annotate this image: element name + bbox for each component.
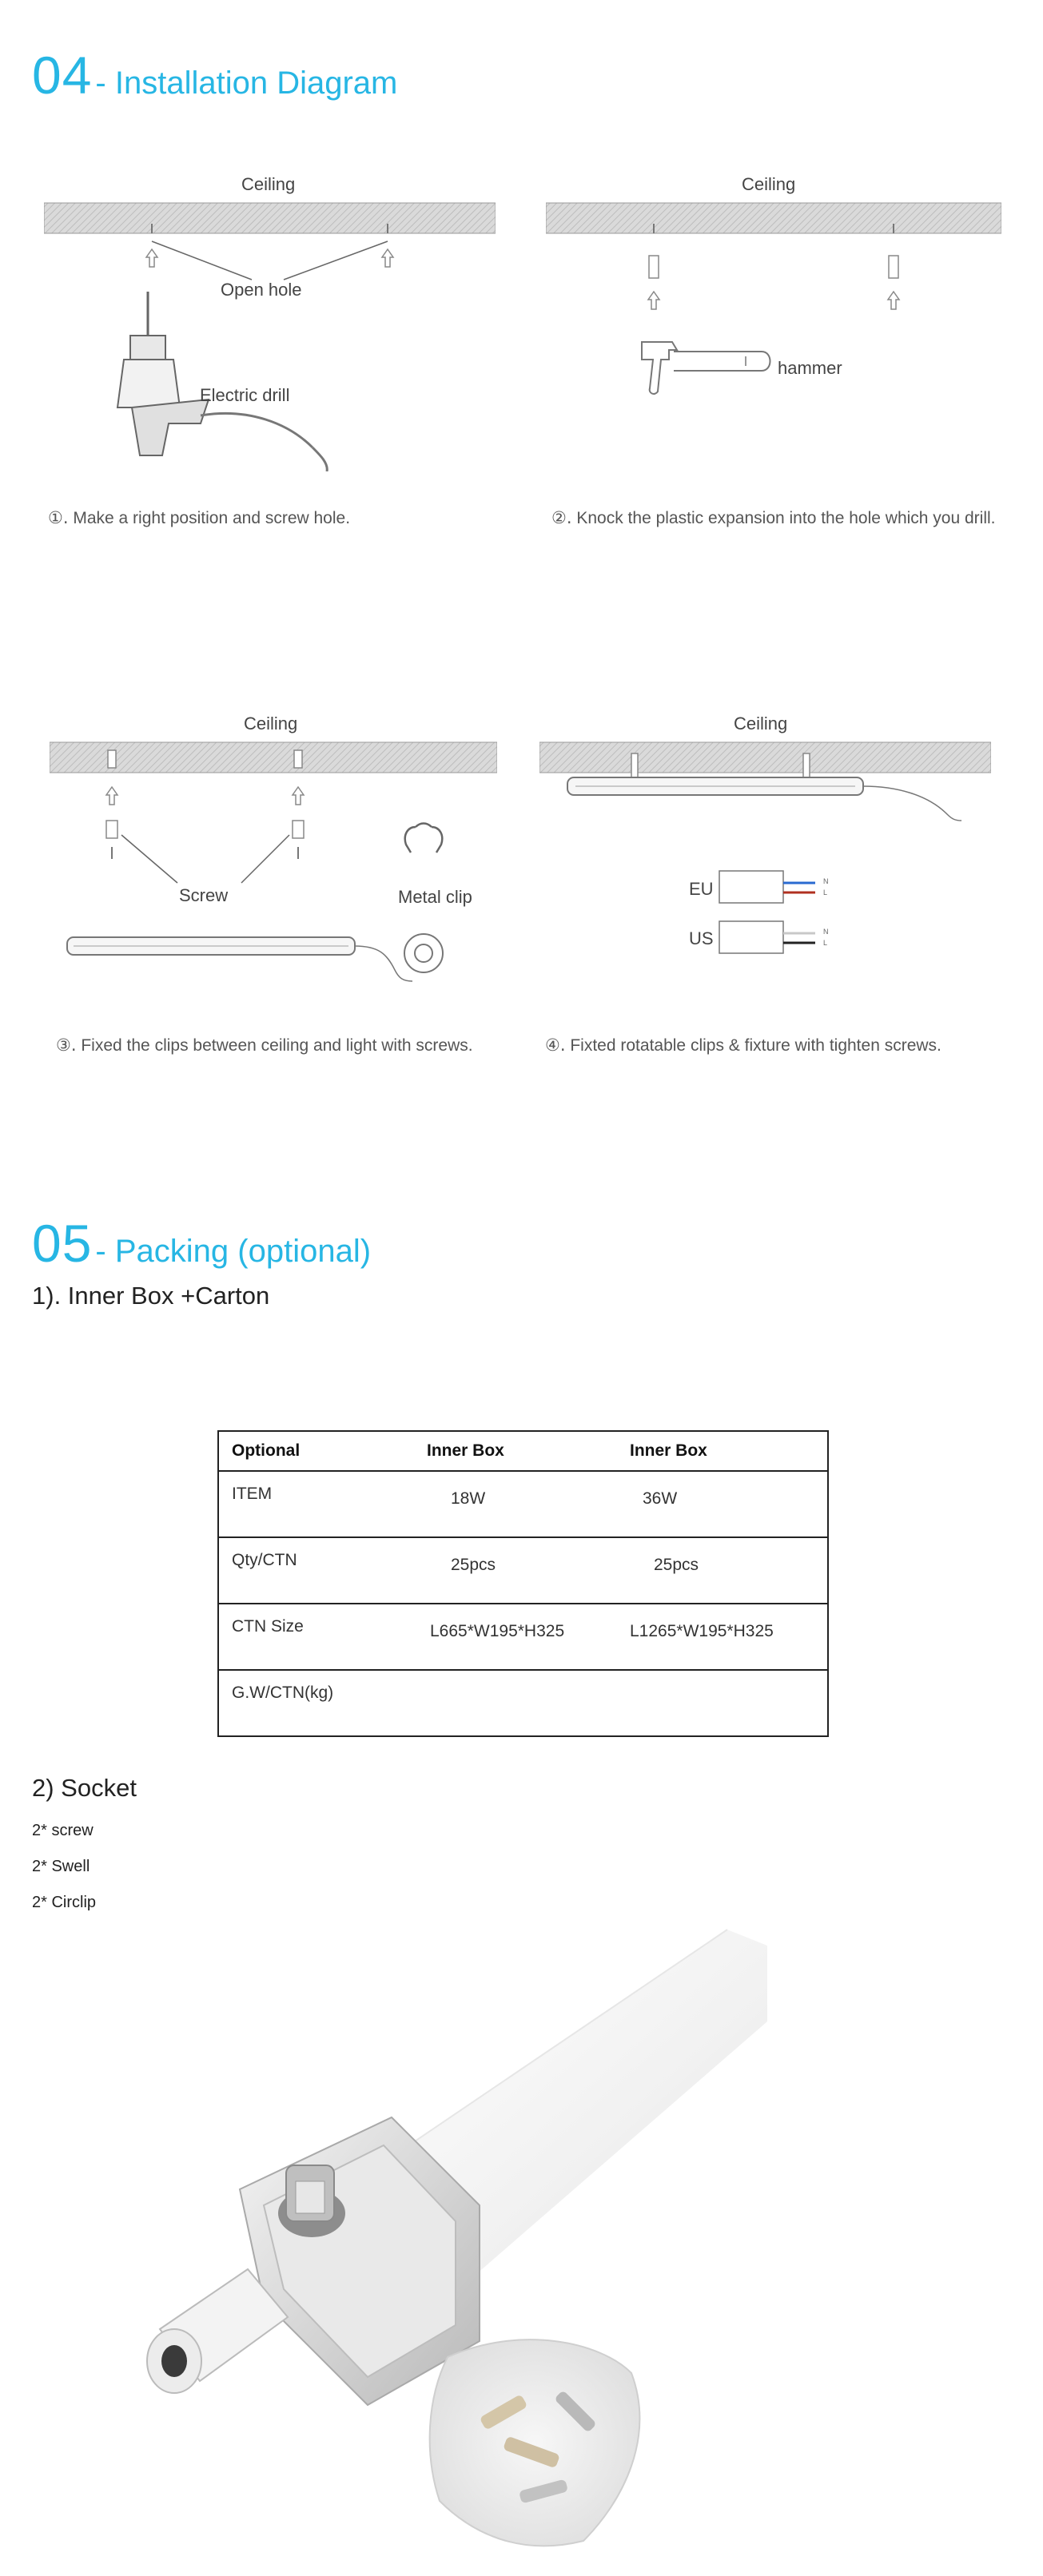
open-hole-label: Open hole <box>221 280 302 300</box>
metal-clip-label: Metal clip <box>398 887 472 907</box>
socket-item: 2* Circlip <box>32 1894 97 1911</box>
table-cell: G.W/CTN(kg) <box>218 1670 414 1736</box>
step-4-text: Fixted rotatable clips & fixture with tighten screws. <box>570 1036 941 1055</box>
section-04-title <box>32 45 397 105</box>
table-cell: Qty/CTN <box>218 1537 414 1604</box>
table-cell: L665*W195*H325 <box>414 1604 617 1670</box>
us-l-label: L <box>823 939 828 947</box>
section-number: 04 <box>32 46 93 105</box>
step-4-number: ④. <box>545 1036 566 1055</box>
section-title-text: - Packing (optional) <box>95 1234 372 1269</box>
hammer-label: hammer <box>778 358 842 378</box>
ceiling-label: Ceiling <box>734 714 788 733</box>
table-cell: 25pcs <box>617 1537 828 1604</box>
table-row <box>218 1471 828 1537</box>
table-cell: 18W <box>414 1471 617 1537</box>
ceiling-label: Ceiling <box>742 174 796 194</box>
eu-l-label: L <box>823 888 828 896</box>
table-cell: L1265*W195*H325 <box>617 1604 828 1670</box>
socket-item: 2* screw <box>32 1822 94 1839</box>
drill-illustration <box>44 200 496 471</box>
section-05-title <box>32 1213 371 1274</box>
table-cell <box>617 1670 828 1736</box>
electric-drill-label: Electric drill <box>200 385 290 405</box>
table-cell: ITEM <box>218 1471 414 1537</box>
section-title-text: - Installation Diagram <box>95 66 398 101</box>
table-cell: 25pcs <box>414 1537 617 1604</box>
eu-label: EU <box>689 879 714 899</box>
step-4-caption <box>545 1032 993 1059</box>
table-header-cell: Inner Box <box>414 1431 617 1471</box>
ceiling-label: Ceiling <box>244 714 298 733</box>
table-cell <box>414 1670 617 1736</box>
packing-table <box>217 1430 829 1737</box>
table-row <box>218 1604 828 1670</box>
fixture-illustration <box>539 739 991 955</box>
eu-n-label: N <box>823 877 829 885</box>
table-header-cell: Inner Box <box>617 1431 828 1471</box>
packing-subheading: 1). Inner Box +Carton <box>32 1282 270 1310</box>
table-cell: CTN Size <box>218 1604 414 1670</box>
screw-label: Screw <box>179 885 229 905</box>
us-n-label: N <box>823 928 829 936</box>
table-row <box>218 1670 828 1736</box>
ceiling-label: Ceiling <box>241 174 296 194</box>
step-1-caption <box>48 505 496 531</box>
table-cell: 36W <box>617 1471 828 1537</box>
step-1-text: Make a right position and screw hole. <box>73 509 351 527</box>
step-1-number: ①. <box>48 508 69 527</box>
clips-illustration <box>50 739 497 995</box>
socket-heading: 2) Socket <box>32 1774 137 1802</box>
socket-product-photo <box>104 1926 775 2565</box>
section-number: 05 <box>32 1214 93 1273</box>
step-3-text: Fixed the clips between ceiling and light with screws. <box>81 1036 473 1055</box>
us-label: US <box>689 928 714 948</box>
table-header-cell: Optional <box>218 1431 414 1471</box>
step-2-caption <box>551 505 1002 531</box>
hammer-illustration <box>546 200 1001 431</box>
socket-item: 2* Swell <box>32 1858 90 1875</box>
step-2-number: ②. <box>551 508 572 527</box>
table-header-row <box>218 1431 828 1471</box>
step-2-text: Knock the plastic expansion into the hole which you drill. <box>576 509 996 527</box>
table-row <box>218 1537 828 1604</box>
step-3-caption <box>56 1032 499 1059</box>
step-3-number: ③. <box>56 1036 77 1055</box>
